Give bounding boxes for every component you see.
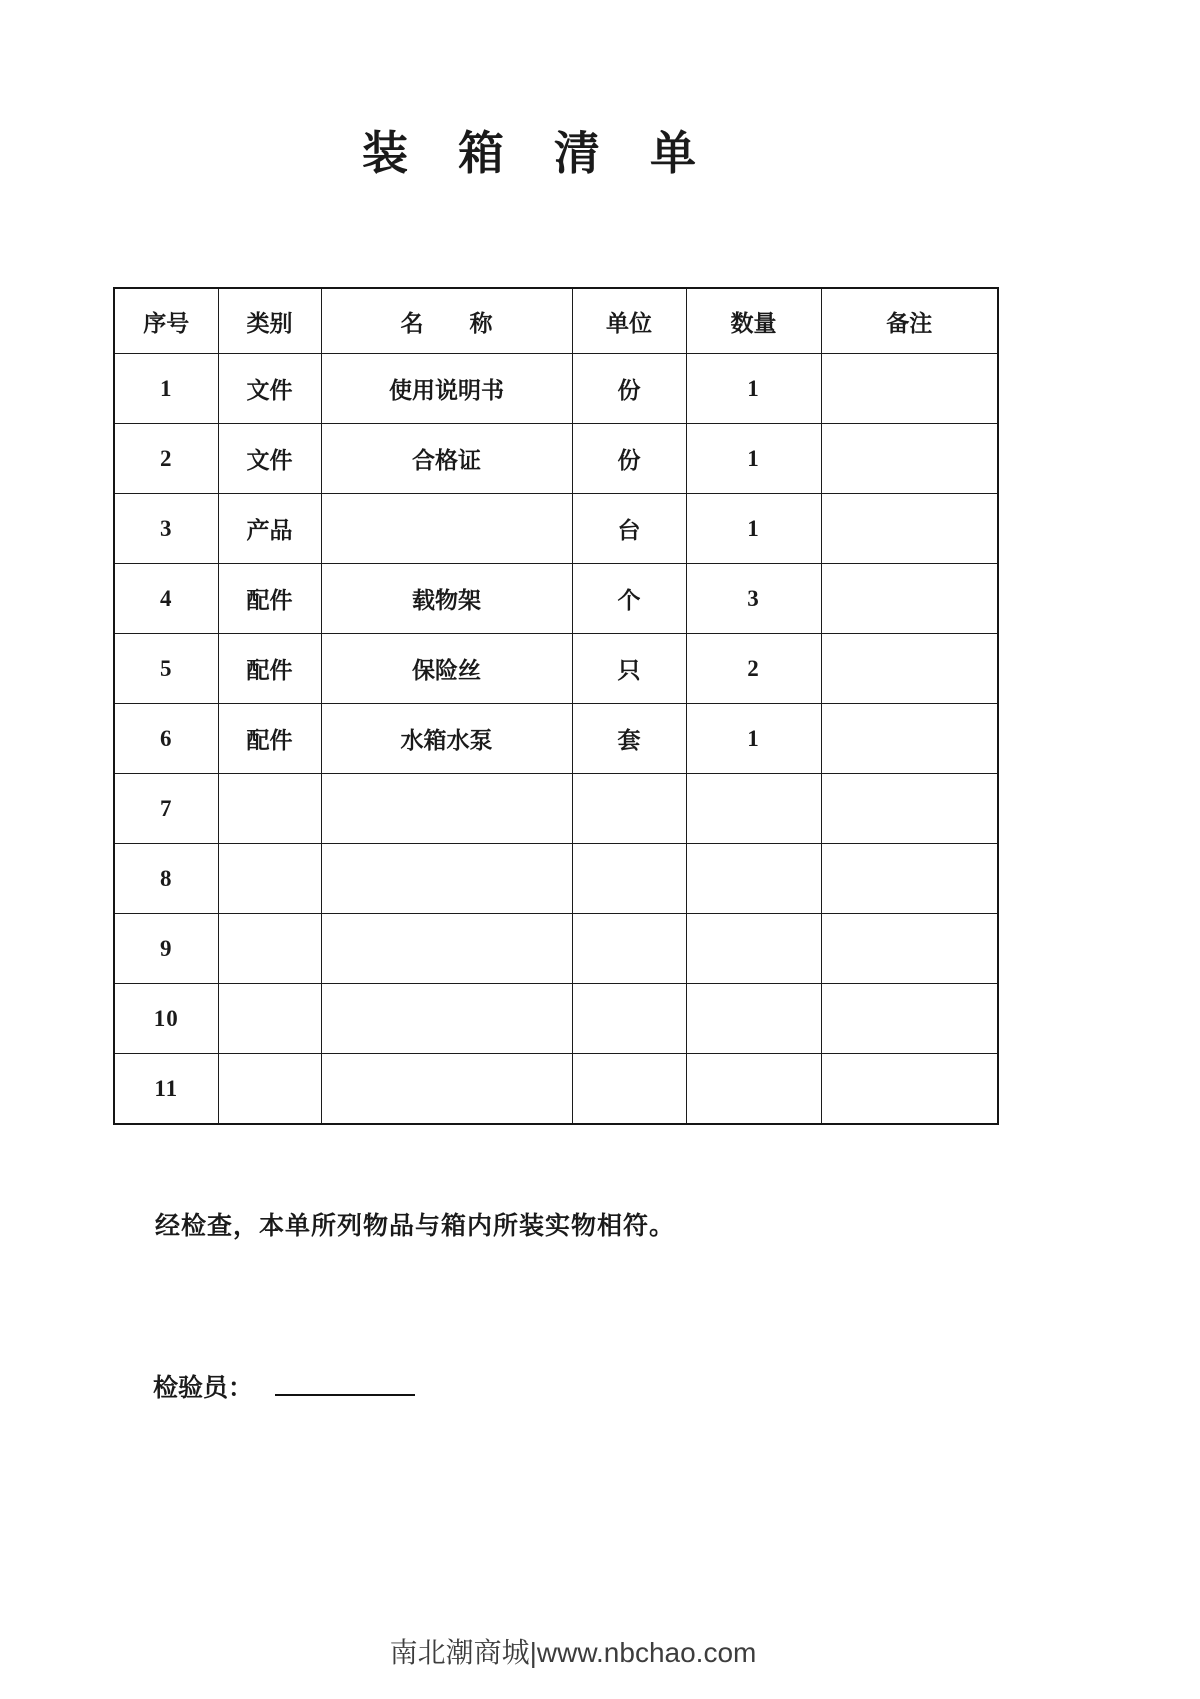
table-row <box>114 984 998 1054</box>
signature-blank-line <box>275 1374 415 1396</box>
cell-name <box>321 914 572 984</box>
cell-remark <box>821 424 998 494</box>
inspection-statement: 经检查，本单所列物品与箱内所装实物相符。 <box>155 1213 676 1240</box>
cell-qty <box>686 774 821 844</box>
packing-table-container <box>113 287 997 1125</box>
cell-no: 1 <box>114 354 218 424</box>
cell-no: 4 <box>114 564 218 634</box>
cell-name: 合格证 <box>321 424 572 494</box>
cell-unit <box>572 1054 686 1125</box>
cell-category <box>218 1054 321 1125</box>
cell-remark <box>821 844 998 914</box>
cell-name: 载物架 <box>321 564 572 634</box>
cell-no: 3 <box>114 494 218 564</box>
cell-category: 配件 <box>218 704 321 774</box>
cell-no: 5 <box>114 634 218 704</box>
table-row <box>114 914 998 984</box>
cell-name <box>321 844 572 914</box>
cell-remark <box>821 984 998 1054</box>
table-row <box>114 354 998 424</box>
header-remark: 备注 <box>821 288 998 354</box>
inspector-line <box>153 1368 415 1404</box>
table-row <box>114 634 998 704</box>
cell-category <box>218 774 321 844</box>
cell-name <box>321 494 572 564</box>
cell-name <box>321 774 572 844</box>
cell-remark <box>821 1054 998 1125</box>
table-row <box>114 494 998 564</box>
page-title: 装 箱 清 单 <box>362 128 698 179</box>
cell-unit: 只 <box>572 634 686 704</box>
table-row <box>114 704 998 774</box>
cell-unit <box>572 774 686 844</box>
cell-name: 保险丝 <box>321 634 572 704</box>
cell-unit: 份 <box>572 424 686 494</box>
cell-remark <box>821 354 998 424</box>
cell-unit <box>572 984 686 1054</box>
table-row <box>114 424 998 494</box>
cell-qty <box>686 1054 821 1125</box>
cell-name: 水箱水泵 <box>321 704 572 774</box>
cell-name <box>321 1054 572 1125</box>
cell-qty: 1 <box>686 704 821 774</box>
cell-category: 文件 <box>218 354 321 424</box>
cell-remark <box>821 774 998 844</box>
cell-no: 10 <box>114 984 218 1054</box>
cell-qty: 3 <box>686 564 821 634</box>
cell-no: 2 <box>114 424 218 494</box>
inspector-label: 检验员： <box>153 1375 254 1402</box>
cell-category <box>218 914 321 984</box>
cell-qty <box>686 844 821 914</box>
cell-qty: 1 <box>686 424 821 494</box>
cell-remark <box>821 564 998 634</box>
cell-unit <box>572 914 686 984</box>
cell-unit: 个 <box>572 564 686 634</box>
cell-unit <box>572 844 686 914</box>
header-unit: 单位 <box>572 288 686 354</box>
cell-qty: 1 <box>686 494 821 564</box>
cell-category <box>218 984 321 1054</box>
cell-category: 文件 <box>218 424 321 494</box>
footer-watermark: 南北潮商城|www.nbchao.com <box>389 1637 757 1668</box>
cell-unit: 份 <box>572 354 686 424</box>
packing-table <box>113 287 999 1125</box>
table-row <box>114 1054 998 1125</box>
cell-no: 9 <box>114 914 218 984</box>
cell-qty <box>686 984 821 1054</box>
table-row <box>114 774 998 844</box>
cell-remark <box>821 494 998 564</box>
table-row <box>114 844 998 914</box>
header-no: 序号 <box>114 288 218 354</box>
cell-no: 8 <box>114 844 218 914</box>
header-qty: 数量 <box>686 288 821 354</box>
cell-no: 11 <box>114 1054 218 1125</box>
header-name: 名 称 <box>321 288 572 354</box>
cell-unit: 套 <box>572 704 686 774</box>
cell-category: 产品 <box>218 494 321 564</box>
cell-remark <box>821 704 998 774</box>
table-row <box>114 564 998 634</box>
cell-remark <box>821 914 998 984</box>
cell-remark <box>821 634 998 704</box>
cell-name <box>321 984 572 1054</box>
cell-qty: 2 <box>686 634 821 704</box>
cell-category <box>218 844 321 914</box>
cell-name: 使用说明书 <box>321 354 572 424</box>
cell-category: 配件 <box>218 634 321 704</box>
cell-no: 7 <box>114 774 218 844</box>
header-category: 类别 <box>218 288 321 354</box>
cell-qty: 1 <box>686 354 821 424</box>
cell-no: 6 <box>114 704 218 774</box>
table-header-row <box>114 288 998 354</box>
cell-unit: 台 <box>572 494 686 564</box>
cell-category: 配件 <box>218 564 321 634</box>
cell-qty <box>686 914 821 984</box>
